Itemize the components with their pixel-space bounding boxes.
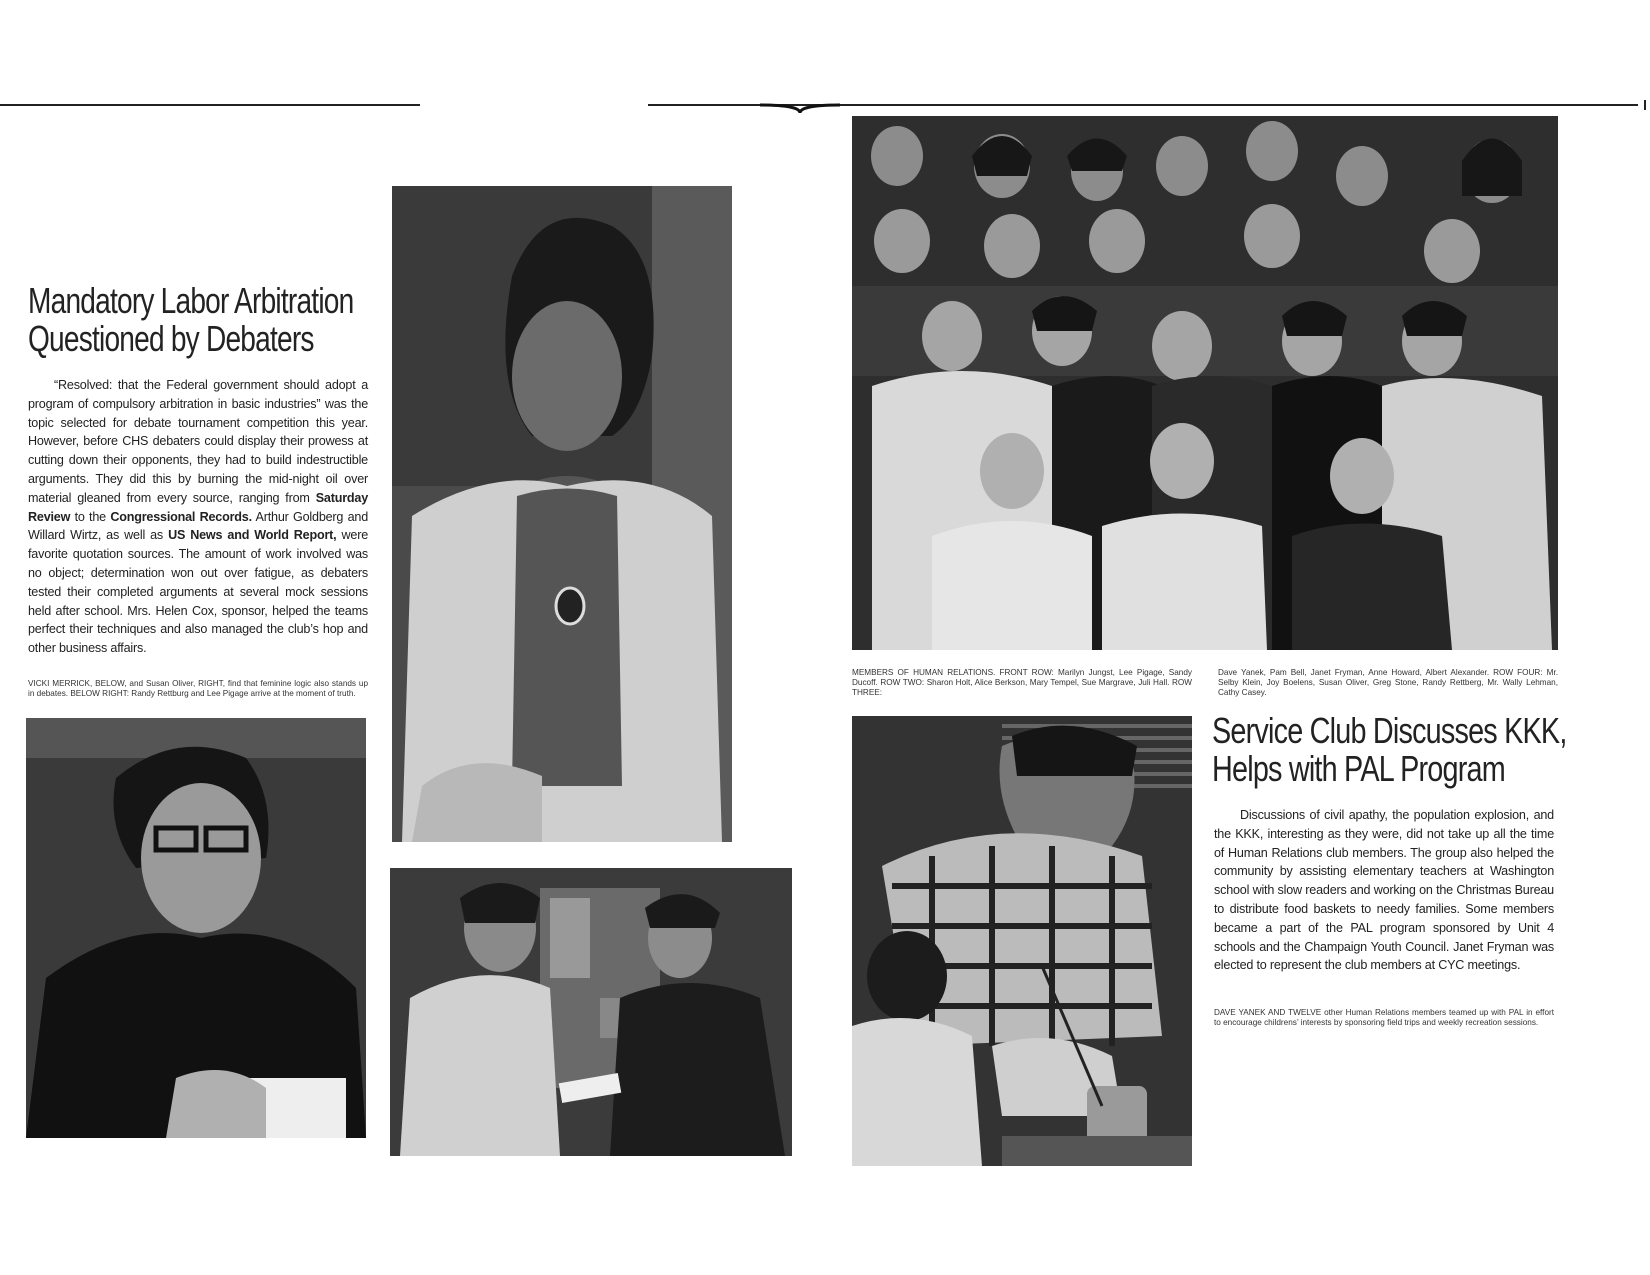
group-caption-right: Dave Yanek, Pam Bell, Janet Fryman, Anne Howard, Albert Alexander. ROW FOUR: Mr. Selby Klein, Joy Boelens, Susan Oliver, Greg Stone, Randy Rettberg, Mr. Wally Lehman, Cathy Casey. (1218, 668, 1558, 697)
left-photo-caption: VICKI MERRICK, BELOW, and Susan Oliver, RIGHT, find that feminine logic also stands up in debates. BELOW RIGHT: Randy Rettburg and Lee Pigage arrive at the moment of truth. (28, 679, 368, 698)
portrait-illustration (392, 186, 732, 842)
left-headline (28, 282, 379, 358)
portrait-photo-susan-oliver (392, 186, 732, 842)
right-headline-line1: Service Club Discusses KKK, (1212, 710, 1567, 751)
right-edge-tick (1644, 100, 1646, 110)
photo-rettburg-pigage (390, 868, 792, 1156)
photo-vicki-merrick (26, 718, 366, 1138)
congressional-records-title: Congressional Records. (110, 509, 252, 524)
group-illustration (852, 116, 1558, 650)
painting-illustration (852, 716, 1192, 1166)
spine-curve-mark (760, 100, 840, 114)
right-photo-caption: DAVE YANEK AND TWELVE other Human Relations members teamed up with PAL in effort to encourage childrens’ interests by sponsoring field trips and weekly recreation sessions. (1214, 1008, 1554, 1027)
photo-pal-painting (852, 716, 1192, 1166)
saturday-review-title: Saturday Review (28, 490, 368, 524)
left-headline-line2: Questioned by Debaters (28, 317, 314, 359)
left-article-paragraph: “Resolved: that the Federal government should adopt a program of compulsory arbitration in basic industries” was the topic selected for debate tournament competition this year. However, before CHS debaters could display their prowess at cutting down their opponents, they had to build indestructible arguments. They did this by burning the mid-night oil over material gleaned from every source, ranging from Saturday Review to the Congressional Records. Arthur Goldberg and Willard Wirtz, as well as US News and World Report, were favorite quotation sources. The amount of work involved was no object; determination won out over fatigue, as debaters tested their completed arguments at several mock sessions held after school. Mrs. Helen Cox, sponsor, helped the teams perfect their techniques and also managed the club’s hop and other business affairs. (28, 378, 368, 656)
right-article-body (1214, 806, 1554, 975)
debaters-illustration (390, 868, 792, 1156)
group-caption-left: MEMBERS OF HUMAN RELATIONS. FRONT ROW: Marilyn Jungst, Lee Pigage, Sandy Ducoff. ROW TWO: Sharon Holt, Alice Berkson, Mary Tempel, Sue Margrave, Juli Hall. ROW THREE: (852, 668, 1192, 697)
right-article-paragraph: Discussions of civil apathy, the population explosion, and the KKK, interesting as they were, did not take up all the time of Human Relations club members. The group also helped the community by assisting elementary teachers at Washington school with slow readers and working on the Christmas Bureau to distribute food baskets to needy families. Some members became a part of the PAL program sponsored by Unit 4 schools and the Champaign Youth Council. Janet Fryman was elected to represent the club members at CYC meetings. (1214, 808, 1554, 973)
top-rule-left (0, 104, 420, 106)
right-headline-line2: Helps with PAL Program (1212, 747, 1505, 789)
left-article-body (28, 376, 368, 658)
us-news-title: US News and World Report, (168, 528, 337, 543)
group-photo-human-relations (852, 116, 1558, 650)
vicki-illustration (26, 718, 366, 1138)
left-headline-line1: Mandatory Labor Arbitration (28, 280, 354, 321)
right-headline (1212, 712, 1588, 788)
